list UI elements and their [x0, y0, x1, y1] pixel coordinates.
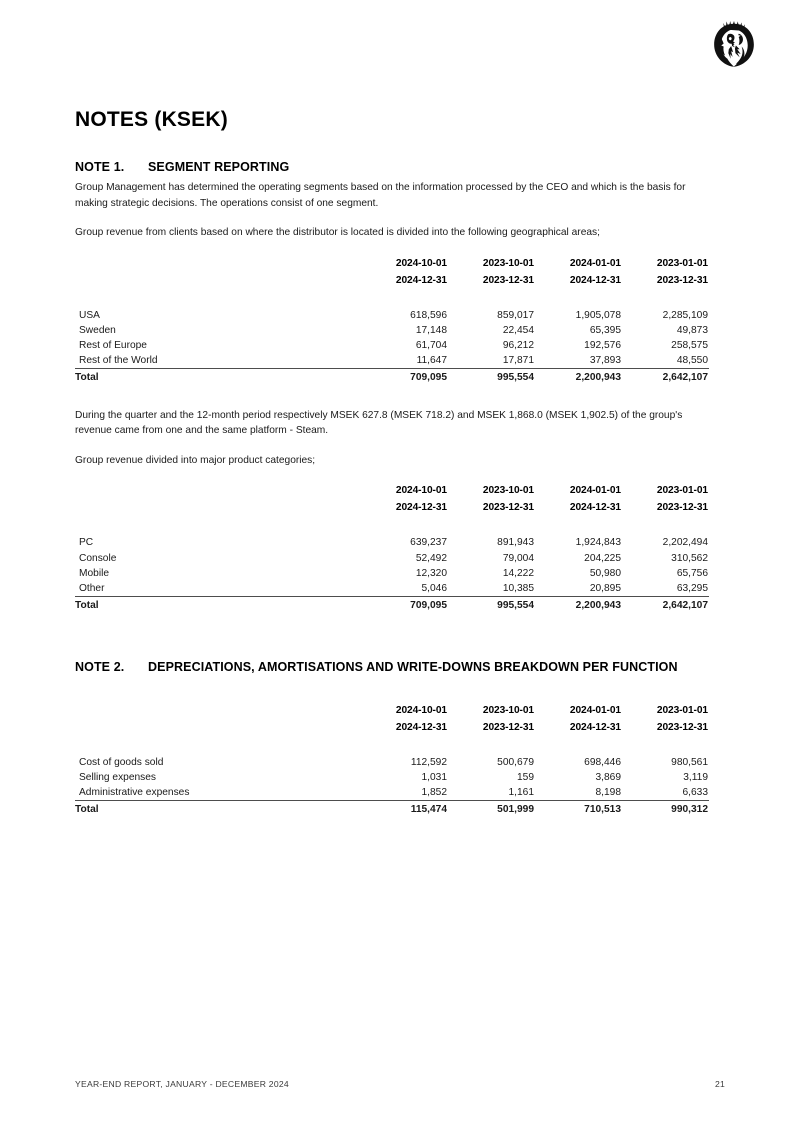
cell-value: 50,980: [589, 567, 621, 579]
cell-value: 63,295: [676, 582, 708, 594]
table-header-row-2: [75, 719, 709, 736]
total-value: 2,200,943: [535, 369, 622, 386]
cell-value: 192,576: [584, 339, 621, 351]
cell-value: 112,592: [410, 756, 447, 768]
note-1-paragraph-1: Group Management has determined the operating segments based on the information processed by the CEO and which is the basis for making strategic decisions. The operations consist of one segment.: [75, 182, 686, 209]
total-label: Total: [75, 597, 361, 614]
column-header-period-3-end: 2024-12-31: [569, 721, 621, 733]
footer-report-label: YEAR-END REPORT, JANUARY - DECEMBER 2024: [75, 1079, 289, 1089]
header-gap: [75, 289, 709, 308]
column-header-period-3-end: 2024-12-31: [569, 274, 621, 286]
note-1-paragraph-3: During the quarter and the 12-month period respectively MSEK 627.8 (MSEK 718.2) and MSEK 1,868.0 (MSEK 1,902.5) of the group's revenue came from one and the same platform - Steam.: [75, 409, 683, 437]
header-spacer: [75, 499, 361, 516]
total-value: 990,312: [622, 801, 709, 818]
note-1-heading: [75, 160, 709, 174]
table-row: [75, 353, 709, 369]
table-header-row-2: [75, 499, 709, 516]
column-header-period-1-end: 2024-12-31: [395, 721, 447, 733]
cell-value: 17,148: [415, 324, 447, 336]
column-header-period-2-end: 2023-12-31: [482, 721, 534, 733]
cell-value: 204,225: [584, 552, 621, 564]
cell-value: 20,895: [589, 582, 621, 594]
cell-value: 48,550: [676, 355, 708, 367]
row-label: PC: [79, 537, 94, 549]
table-header-row-2: [75, 272, 709, 289]
table-row: [75, 551, 709, 566]
cell-value: 17,871: [502, 355, 534, 367]
row-label: Other: [79, 582, 105, 594]
cell-value: 65,395: [589, 324, 621, 336]
table-revenue-by-product-category: [75, 482, 709, 613]
total-value: 710,513: [535, 801, 622, 818]
cell-value: 37,893: [589, 355, 621, 367]
column-header-period-1-start: 2024-10-01: [395, 485, 447, 497]
cell-value: 6,633: [682, 787, 708, 799]
note-2-heading: [75, 660, 709, 674]
table-row: [75, 566, 709, 581]
column-header-period-1-start: 2024-10-01: [395, 257, 447, 269]
column-header-period-3-start: 2024-01-01: [569, 257, 621, 269]
header-spacer: [75, 482, 361, 499]
cell-value: 5,046: [421, 582, 447, 594]
page-title: NOTES (KSEK): [75, 108, 228, 131]
column-header-period-1-start: 2024-10-01: [395, 704, 447, 716]
total-value: 2,642,107: [622, 369, 709, 386]
column-header-period-2-start: 2023-10-01: [482, 257, 534, 269]
column-header-period-2-start: 2023-10-01: [482, 704, 534, 716]
dragon-emblem-logo: [710, 20, 758, 72]
cell-value: 258,575: [671, 339, 708, 351]
cell-value: 49,873: [676, 324, 708, 336]
total-value: 995,554: [448, 369, 535, 386]
total-value: 995,554: [448, 597, 535, 614]
table-row: [75, 581, 709, 597]
table-total-row: [75, 597, 709, 614]
row-label: Rest of Europe: [79, 339, 147, 351]
row-label: Console: [79, 552, 117, 564]
row-label: Cost of goods sold: [79, 756, 164, 768]
table-row: [75, 535, 709, 550]
row-label: USA: [79, 309, 100, 321]
cell-value: 1,031: [421, 771, 447, 783]
header-spacer: [75, 272, 361, 289]
cell-value: 1,924,843: [575, 537, 621, 549]
header-spacer: [75, 719, 361, 736]
row-label: Administrative expenses: [79, 787, 190, 799]
table-row: [75, 323, 709, 338]
column-header-period-4-end: 2023-12-31: [656, 274, 708, 286]
cell-value: 159: [517, 771, 534, 783]
row-label: Mobile: [79, 567, 110, 579]
column-header-period-3-start: 2024-01-01: [569, 485, 621, 497]
column-header-period-2-end: 2023-12-31: [482, 502, 534, 514]
total-label: Total: [75, 369, 361, 386]
table-row: [75, 338, 709, 353]
cell-value: 1,852: [421, 787, 447, 799]
table-total-row: [75, 801, 709, 818]
column-header-period-4-start: 2023-01-01: [656, 704, 708, 716]
total-value: 709,095: [361, 597, 448, 614]
document-body: [75, 108, 709, 818]
cell-value: 1,905,078: [575, 309, 621, 321]
total-value: 2,200,943: [535, 597, 622, 614]
note-1-title: SEGMENT REPORTING: [148, 160, 290, 174]
table-header-row-1: [75, 482, 709, 499]
table-total-row: [75, 369, 709, 386]
table-header-row-1: [75, 702, 709, 719]
header-gap: [75, 736, 709, 755]
table-revenue-by-geography: [75, 255, 709, 386]
cell-value: 2,285,109: [662, 309, 708, 321]
cell-value: 96,212: [502, 339, 534, 351]
footer-page-number: 21: [714, 1079, 725, 1089]
cell-value: 11,647: [416, 355, 447, 367]
total-value: 709,095: [361, 369, 448, 386]
cell-value: 3,869: [595, 771, 621, 783]
cell-value: 3,119: [683, 771, 708, 783]
table-header-row-1: [75, 255, 709, 272]
total-value: 501,999: [448, 801, 535, 818]
cell-value: 22,454: [502, 324, 534, 336]
header-spacer: [75, 255, 361, 272]
cell-value: 310,562: [671, 552, 708, 564]
cell-value: 1,161: [508, 787, 534, 799]
header-gap: [75, 516, 709, 535]
note-1-paragraph-2: Group revenue from clients based on where the distributor is located is divided into the following geographical areas;: [75, 227, 600, 238]
cell-value: 698,446: [584, 756, 621, 768]
cell-value: 618,596: [410, 309, 447, 321]
page-footer: [75, 1079, 725, 1089]
cell-value: 52,492: [415, 552, 447, 564]
table-row: [75, 308, 709, 323]
header-spacer: [75, 702, 361, 719]
cell-value: 14,222: [502, 567, 534, 579]
row-label: Rest of the World: [79, 355, 158, 367]
cell-value: 639,237: [410, 537, 447, 549]
total-value: 115,474: [361, 801, 448, 818]
table-row: [75, 755, 709, 770]
cell-value: 79,004: [502, 552, 534, 564]
column-header-period-2-end: 2023-12-31: [482, 274, 534, 286]
cell-value: 8,198: [595, 787, 621, 799]
column-header-period-2-start: 2023-10-01: [482, 485, 534, 497]
cell-value: 980,561: [671, 756, 708, 768]
table-depreciations-per-function: [75, 702, 709, 818]
cell-value: 65,756: [676, 567, 708, 579]
cell-value: 859,017: [497, 309, 534, 321]
cell-value: 500,679: [497, 756, 534, 768]
cell-value: 891,943: [497, 537, 534, 549]
column-header-period-4-end: 2023-12-31: [656, 721, 708, 733]
column-header-period-4-start: 2023-01-01: [656, 485, 708, 497]
total-label: Total: [75, 801, 361, 818]
cell-value: 10,385: [502, 582, 534, 594]
column-header-period-4-end: 2023-12-31: [656, 502, 708, 514]
total-value: 2,642,107: [622, 597, 709, 614]
column-header-period-1-end: 2024-12-31: [395, 502, 447, 514]
note-2-number: NOTE 2.: [75, 659, 125, 674]
note-1-number: NOTE 1.: [75, 160, 125, 174]
cell-value: 2,202,494: [662, 537, 708, 549]
column-header-period-3-end: 2024-12-31: [569, 502, 621, 514]
note-1-paragraph-4: Group revenue divided into major product categories;: [75, 454, 316, 466]
table-row: [75, 785, 709, 801]
cell-value: 12,320: [415, 567, 447, 579]
column-header-period-3-start: 2024-01-01: [569, 704, 621, 716]
row-label: Sweden: [79, 324, 116, 336]
row-label: Selling expenses: [79, 771, 157, 783]
table-row: [75, 770, 709, 785]
column-header-period-4-start: 2023-01-01: [656, 257, 708, 269]
column-header-period-1-end: 2024-12-31: [395, 274, 447, 286]
note-2-title: DEPRECIATIONS, AMORTISATIONS AND WRITE-DOWNS BREAKDOWN PER FUNCTION: [148, 659, 678, 674]
cell-value: 61,704: [415, 339, 447, 351]
